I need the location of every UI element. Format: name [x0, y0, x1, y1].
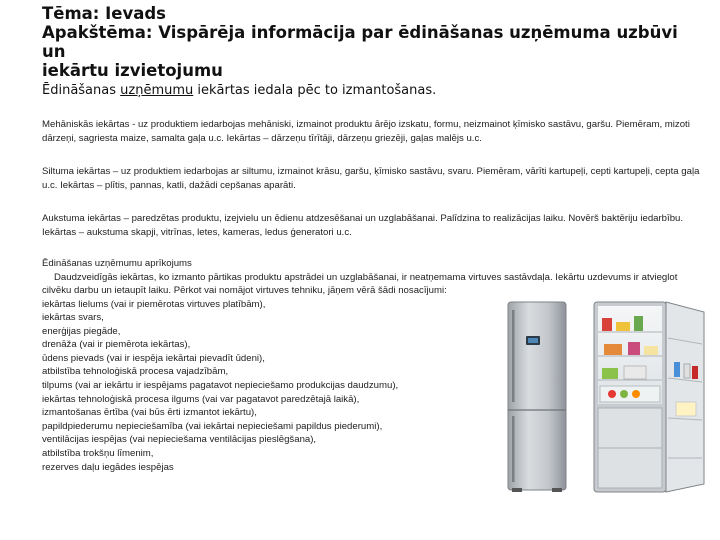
- list-item: drenāža (vai ir piemērota iekārtas),: [42, 339, 191, 351]
- closed-refrigerator-image: [508, 302, 566, 492]
- list-item: ventilācijas iespējas (vai nepieciešama ventilācijas pieslēgšana),: [42, 434, 317, 446]
- mechanical-equipment-paragraph: Mehāniskās iekārtas - uz produktiem iedarbojas mehāniski, izmainot produktu ārējo izskatu, formu, neizmainot ķīmisko sastāvu, garšu. Piemēram, mizoti dārzeņi, sagriesta maize, samalta gaļa u.c. Iekārtas – dārzeņu tīrītāji, dārzeņu griezēji, gaļas malējs u.c.: [42, 119, 690, 144]
- section-subtitle: [42, 83, 436, 98]
- list-item: enerģijas piegāde,: [42, 325, 121, 337]
- list-item: ūdens pievads (vai ir iespēja iekārtai pievadīt ūdeni),: [42, 352, 265, 364]
- subtitle-underlined-word: uzņēmumu: [120, 83, 194, 98]
- subtitle-prefix: Ēdināšanas: [42, 83, 121, 98]
- heat-equipment-paragraph: Siltuma iekārtas – uz produktiem iedarbojas ar siltumu, izmainot krāsu, garšu, ķīmisko sastāvu, svaru. Piemēram, vārīti kartupeļi, cepti kartupeļi, cepta gaļa u.c. Iekārtas – plītis, pannas, katli, dažādi cepšanas aparāti.: [42, 166, 700, 191]
- open-refrigerator-image: [594, 302, 704, 492]
- title-block: [42, 4, 682, 80]
- cold-equipment-paragraph: Aukstuma iekārtas – paredzētas produktu, izejvielu un ēdienu atdzesēšanai un uzglabāšanai. Palīdzina to realizācijas laiku. Novērš baktēriju iedarbību. Iekārtas – aukstuma skapji, vitrīnas, letes, kameras, ledus ģeneratori u.c.: [42, 213, 684, 238]
- list-item: iekārtas lielums (vai ir piemērotas virtuves platībām),: [42, 298, 266, 310]
- list-item: iekārtas tehnoloģiskā procesa ilgums (vai var pagatavot paredzētajā laikā),: [42, 393, 360, 405]
- equipment-intro: Daudzveidīgās iekārtas, ko izmanto pārtikas produktu apstrādei un uzglabāšanai, ir neatņemama virtuves sastāvdaļa. Iekārtu uzdevums ir atvieglot cilvēku darbu un ietaupīt laiku. Pērkot vai nomājot virtuves tehniku, jāņem vērā šādi nosacījumi:: [42, 271, 678, 296]
- subtitle-suffix: iekārtas iedala pēc to izmantošanas.: [193, 83, 437, 98]
- list-item: tilpums (vai ar iekārtu ir iespējams pagatavot nepieciešamo produkcijas daudzumu),: [42, 380, 399, 392]
- equipment-heading: Ēdināšanas uzņēmumu aprīkojums: [42, 258, 192, 269]
- subtopic-title-line1: Apakštēma: Vispārēja informācija par ēdināšanas uzņēmuma uzbūvi un: [42, 23, 678, 61]
- topic-title: Tēma: Ievads: [42, 4, 166, 23]
- refrigerator-images: [492, 298, 712, 498]
- list-item: iekārtas svars,: [42, 312, 104, 324]
- subtopic-title-line2: iekārtu izvietojumu: [42, 61, 223, 80]
- list-item: papildpiederumu nepieciešamība (vai iekārtai nepieciešami papildus piederumi),: [42, 420, 383, 432]
- list-item: atbilstība tehnoloģiskā procesa vajadzībām,: [42, 366, 229, 378]
- list-item: rezerves daļu iegādes iespējas: [42, 461, 174, 473]
- list-item: atbilstība trokšņu līmenim,: [42, 448, 154, 460]
- list-item: izmantošanas ērtība (vai būs ērti izmantot iekārtu),: [42, 407, 257, 419]
